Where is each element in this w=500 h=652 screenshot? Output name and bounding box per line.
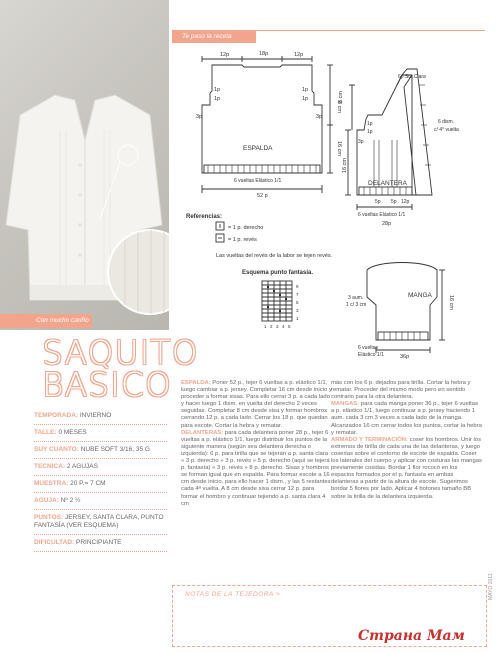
espalda-label-1p-c: 1p (302, 87, 309, 93)
manga-width: 36p (400, 354, 410, 360)
fantasia-col-number: 1 (264, 324, 267, 329)
spec-value: 20 P.= 7 CM (70, 480, 106, 487)
instruction-text: más con los 6 p. dejados para tirilla. Cortar la hebra y rematar. Proceder del mismo modo pero en sentido contrario para la otra delantera. (331, 380, 471, 401)
referencias-derecho: = 1 p. derecho (228, 225, 264, 231)
spec-divider (34, 509, 167, 510)
spec-label: MUESTRA: (34, 480, 69, 487)
fantasia-title: Esquema punto fantasía. (242, 270, 314, 276)
instruction-paragraph (331, 380, 482, 401)
fantasia-col-number: 5 (288, 324, 291, 329)
delantera-dism-2: c/ 4° vuelta (434, 127, 459, 133)
spec-value: NUBE SOFT 3/16, 35 G (80, 446, 150, 453)
spec-divider (34, 492, 167, 493)
espalda-title: ESPALDA (243, 145, 273, 152)
instruction-text: para cada delantera poner 28 p., tejer 6 vueltas a p. elástico 1/1, luego distribuir los puntos de la siguiente manera (según sea delantera derecha o izquierda): 6 p. para tirilla que se tejerán a p. santa clara « 3 p. derecho » 3 p. revés » 5 p. derecho (aquí se tejerá p. fantasía) « 3 p. revés » 8 p. derecho. Sisas y hombros se forman igual que en espalda. Para formar escote a 16 cm desde inicio, para ello hacer 1 dism., y las 5 restantes cada 4ª vuelta. A 8 cm desde sisa cerrar 12 p. para formar el hombro y continuar tejiendo a p. santa clara 4 cm (181, 429, 331, 507)
manga-elastic-1: 6 vueltas (358, 345, 379, 351)
instruction-paragraph (331, 437, 482, 501)
spec-divider (34, 424, 167, 425)
espalda-label-1p-b: 1p (214, 96, 221, 102)
espalda-outline (202, 65, 322, 173)
delantera-width: 28p (382, 221, 392, 227)
spec-row (34, 539, 167, 547)
delantera-1p-a: 1p (367, 121, 373, 127)
spec-value: JERSEY, SANTA CLARA, PUNTO FANTASÍA (VER ESQUEMA) (34, 514, 164, 529)
instruction-paragraph (181, 380, 332, 430)
delantera-title: DELANTERA (368, 180, 408, 187)
delantera-h16: 16 cm (342, 158, 348, 173)
pattern-diagrams (172, 45, 485, 375)
footer-date: MAYO 2011 (488, 573, 494, 600)
spec-divider (34, 534, 167, 535)
manga-outline (367, 263, 437, 341)
referencias-reves: = 1 p. revés (228, 237, 257, 243)
fantasia-row-number: 1 (296, 316, 299, 321)
watermark-logo: Страна Мам (358, 628, 465, 644)
espalda-label-top-right: 12p (294, 52, 304, 58)
title-line-2: BASICO (42, 365, 172, 404)
title-line-1: SAQUITO (42, 333, 199, 372)
spec-value: PRINCIPIANTE (76, 539, 122, 546)
spec-label: TALLE: (34, 429, 57, 436)
spec-value: INVIERNO (79, 412, 112, 419)
manga-aum-1: 3 aum. (348, 295, 364, 301)
referencias-title: Referencias: (186, 214, 223, 220)
spec-row (34, 480, 167, 488)
espalda-label-3p-r: 3p (316, 114, 323, 120)
espalda-label-3p-l: 3p (196, 114, 203, 120)
espalda-label-1p-a: 1p (214, 87, 221, 93)
instructions-left-column (181, 380, 332, 508)
manga-h16: 16 cm (448, 295, 454, 310)
spec-label: AGUJA: (34, 497, 59, 504)
cardigan-illustration (0, 0, 169, 330)
notes-label: NOTAS DE LA TEJEDORA > (185, 591, 281, 598)
instruction-paragraph (181, 430, 332, 508)
spec-label: DIFICULTAD: (34, 539, 75, 546)
spec-row (34, 446, 167, 454)
instruction-heading: MANGAS: (331, 401, 360, 408)
manga-aum-2: 1 c/ 3 cm (346, 302, 367, 308)
instruction-text: Poner 52 p., tejer 6 vueltas a p. elástico 1/1, luego cambiar a p. jersey. Completar 16 cm desde inicio y proceder a formar sisas. Para ello cerrar 3 p. a cada lado y hacer luego 1 dism. en vuelta del derecho 2 veces seguidas. Completar 8 cm desde sisa y formar hombros cerrando 12 p. a cada lado. Cerrar los 18 p. que quedan para escote. Cortar la hebra y rematar. (181, 380, 332, 429)
recipe-tab: Te paso la receta (172, 30, 256, 43)
sweater-photo (0, 0, 169, 330)
spec-label: TECNICA: (34, 463, 66, 470)
espalda-h8: 8 cm (336, 101, 342, 113)
instructions-right-column (331, 380, 482, 501)
fantasia-row-number: 9 (296, 284, 299, 289)
fantasia-row-number: 5 (296, 300, 299, 305)
delantera-h8: 8 cm (338, 91, 344, 103)
spec-divider (34, 458, 167, 459)
fantasia-col-number: 3 (276, 324, 279, 329)
manga-title: MANGA (408, 292, 432, 299)
spec-divider (34, 551, 167, 552)
espalda-label-1p-d: 1p (302, 96, 309, 102)
fantasia-grid (262, 281, 292, 321)
spec-row (34, 412, 167, 420)
instruction-paragraph (331, 401, 482, 436)
spec-divider (34, 475, 167, 476)
fantasia-col-number: 2 (270, 324, 273, 329)
delantera-5p-a: 5p (375, 199, 381, 205)
instruction-text: para cada manga poner 36 p., tejer 6 vueltas a p. elástico 1/1, luego continuar a p. jersey haciendo 1 aum. cada 3 cm 3 veces a cada lado de la manga. Alcanzados 16 cm cerrar todos los puntos, cortar la hebra y rematar. (331, 401, 482, 436)
instruction-text: coser los hombros. Unir los extremos de tirilla de cada una de las delanteras, y luego coserlas sobre el contorno de escote de espalda. Coser los laterales del cuerpo y aplicar con costuras las mangas previamente cosidas. Bordar 1 flor rococó en los espacios formados por el p. fantasía en ambas delanteras a partir de la altura de escote. Sugerimos bordar 5 flores por lado. Aplicar 4 botones tamaño BB sobre la tirilla de la delantera izquierda. (331, 436, 482, 500)
spec-label: TEMPORADA: (34, 412, 79, 419)
instruction-heading: ARMADO Y TERMINACIÓN: (331, 436, 409, 443)
delantera-dism-1: 6 dism. (438, 119, 455, 125)
spec-divider (34, 441, 167, 442)
spec-row (34, 514, 167, 530)
fantasia-col-number: 4 (282, 324, 285, 329)
side-banner: Con mucho cariño (0, 314, 92, 328)
spec-value: Nº 2 ½ (60, 497, 81, 504)
fantasia-row-number: 7 (296, 292, 299, 297)
delantera-santa-clara: 6p Sta.Clara (398, 74, 426, 80)
delantera-1p-b: 1p (367, 129, 373, 135)
espalda-elastic: 6 vueltas Elástico 1/1 (234, 178, 282, 184)
instruction-heading: ESPALDA: (181, 380, 211, 386)
spec-value: 2 AGUJAS (66, 463, 98, 470)
delantera-elastic: 6 vueltas Elástico 1/1 (358, 212, 406, 218)
instruction-heading: DELANTERAS: (181, 429, 224, 436)
spec-value: 0 MESES (58, 429, 87, 436)
spec-label: SUY CUANTO: (34, 446, 79, 453)
manga-elastic-2: Elástico 1/1 (358, 352, 384, 358)
espalda-label-top-left: 12p (220, 52, 230, 58)
delantera-outline (357, 75, 412, 195)
spec-row (34, 463, 167, 471)
referencias-note: Las vueltas del revés de la labor se tejen revés. (216, 253, 333, 259)
delantera-12p: 12p (401, 199, 410, 205)
fantasia-row-number: 3 (296, 308, 299, 313)
delantera-5p-b: 5p (391, 199, 397, 205)
spec-row (34, 429, 167, 437)
espalda-width: 52 p (257, 193, 268, 199)
spec-row (34, 497, 167, 505)
espalda-h16: 16 cm (336, 141, 342, 156)
espalda-label-top-mid: 18p (259, 51, 269, 57)
spec-label: PUNTOS: (34, 514, 64, 521)
delantera-3p: 3p (358, 139, 364, 145)
